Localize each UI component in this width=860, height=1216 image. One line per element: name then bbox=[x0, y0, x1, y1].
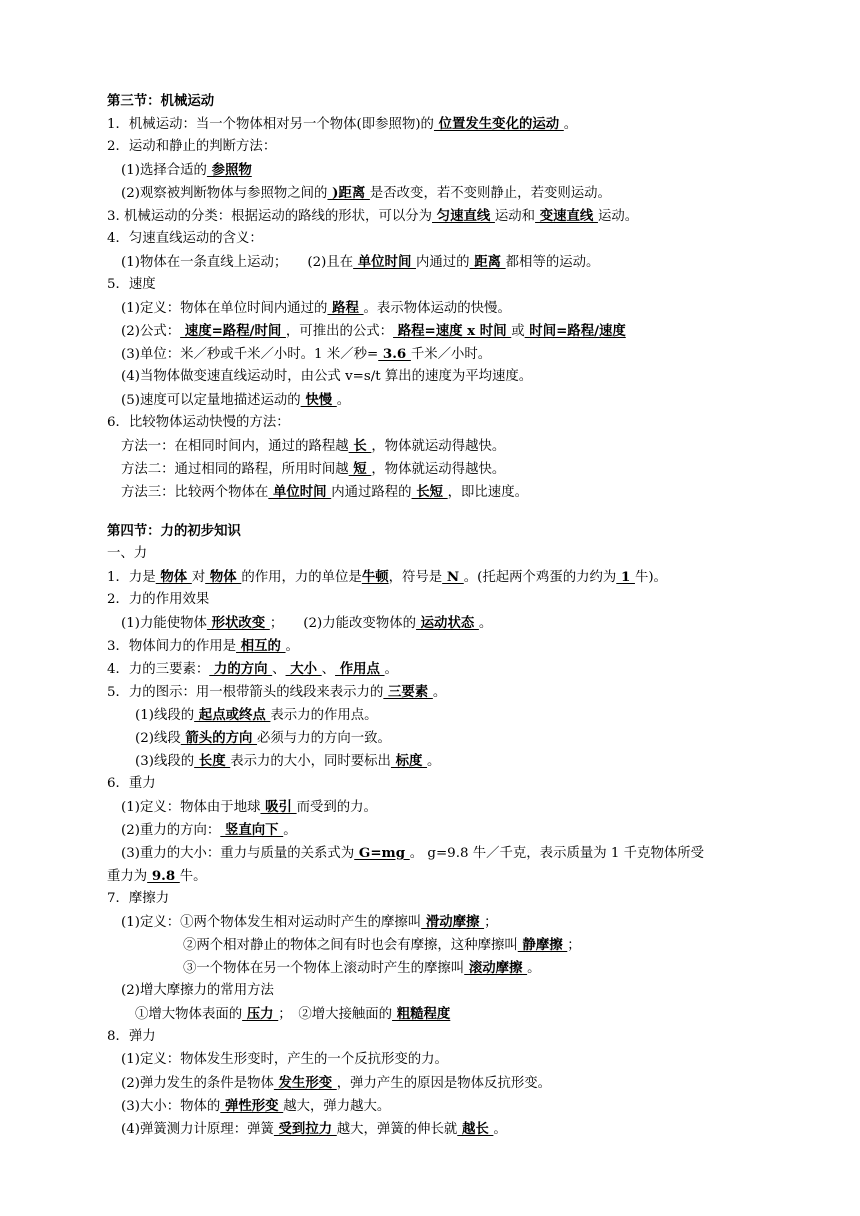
answer-blank: 9.8 bbox=[147, 868, 180, 884]
line-force-definition: 1．力是 物体 对 物体 的作用，力的单位是牛顿，符号是 N 。(托起两个鸡蛋的力约为 1 牛)。 bbox=[107, 569, 667, 585]
line-gravity: 6．重力 bbox=[107, 776, 156, 791]
line-force-diagram: 5．力的图示：用一根带箭头的线段来表示力的 三要素 。 bbox=[107, 684, 447, 700]
answer-blank: 路程=速度 x 时间 bbox=[393, 323, 512, 339]
answer-blank: 参照物 bbox=[206, 162, 252, 178]
line-speed: 5．速度 bbox=[107, 277, 156, 292]
line-force-effect-detail: (1)力能使物体 形状改变 ； (2)力能改变物体的 运动状态 。 bbox=[121, 615, 493, 631]
line-elastic-force: 8．弹力 bbox=[107, 1029, 156, 1044]
answer-blank: 力的方向 bbox=[209, 661, 273, 677]
line-diagram-arrow: (2)线段 箭头的方向 必须与力的方向一致。 bbox=[135, 730, 391, 746]
answer-blank: 三要素 bbox=[383, 684, 433, 700]
line-speed-formula: (2)公式： 速度=路程/时间 ，可推出的公式： 路程=速度 x 时间 或 时间=路程/速度 bbox=[121, 323, 626, 339]
line-rolling-friction: ③一个物体在另一个物体上滚动时产生的摩擦叫 滚动摩擦 。 bbox=[183, 960, 541, 976]
line-static-friction: ②两个相对静止的物体之间有时也会有摩擦，这种摩擦叫 静摩擦 ； bbox=[183, 937, 581, 953]
line-observe: (2)观察被判断物体与参照物之间的 )距离 是否改变，若不变则静止，若变则运动。 bbox=[121, 185, 611, 201]
answer-blank: N bbox=[442, 569, 464, 585]
line-increase-friction: (2)增大摩擦力的常用方法 bbox=[121, 983, 274, 998]
answer-blank: 长短 bbox=[411, 484, 448, 500]
line-gravity-direction: (2)重力的方向： 竖直向下 。 bbox=[121, 822, 297, 838]
line-spring-scale: (4)弹簧测力计原理：弹簧 受到拉力 越大，弹簧的伸长就 越长 。 bbox=[121, 1121, 507, 1137]
answer-blank: 位置发生变化的运动 bbox=[433, 116, 564, 132]
line-mutual-force: 3．物体间力的作用是 相互的 。 bbox=[107, 638, 299, 654]
answer-blank: 滚动摩擦 bbox=[464, 960, 528, 976]
line-diagram-length: (3)线段的 长度 表示力的大小，同时要标出 标度 。 bbox=[135, 753, 441, 769]
answer-blank: 运动状态 bbox=[416, 615, 479, 631]
line-speed-unit: (3)单位：米／秒或千米／小时。1 米／秒= 3.6 千米／小时。 bbox=[121, 346, 492, 362]
answer-blank: 物体 bbox=[155, 569, 192, 585]
answer-blank: 匀速直线 bbox=[432, 208, 495, 224]
answer-blank: 长度 bbox=[194, 753, 231, 769]
answer-blank: 吸引 bbox=[260, 799, 297, 815]
answer-blank: 物体 bbox=[205, 569, 242, 585]
line-judge-method: 2．运动和静止的判断方法： bbox=[107, 139, 277, 154]
answer-blank: 压力 bbox=[242, 1006, 279, 1022]
line-elastic-magnitude: (3)大小：物体的 弹性形变 越大，弹力越大。 bbox=[121, 1098, 391, 1114]
line-compare-methods: 6．比较物体运动快慢的方法： bbox=[107, 415, 290, 430]
line-elastic-definition: (1)定义：物体发生形变时，产生的一个反抗形变的力。 bbox=[121, 1052, 448, 1067]
line-sliding-friction: (1)定义：①两个物体发生相对运动时产生的摩擦叫 滑动摩擦 ； bbox=[121, 914, 498, 930]
answer-blank: 单位时间 bbox=[268, 484, 332, 500]
answer-blank: 相互的 bbox=[236, 638, 286, 654]
answer-blank: 3.6 bbox=[378, 346, 411, 362]
answer-blank: 速度=路程/时间 bbox=[180, 323, 286, 339]
answer-blank: 快慢 bbox=[300, 392, 337, 408]
answer-blank: )距离 bbox=[327, 185, 370, 201]
answer-blank: 发生形变 bbox=[273, 1075, 337, 1091]
line-uniform-detail: (1)物体在一条直线上运动； (2)且在 单位时间 内通过的 距离 都相等的运动。 bbox=[121, 254, 600, 270]
line-method-3: 方法三：比较两个物体在 单位时间 内通过路程的 长短 ，即比速度。 bbox=[121, 484, 528, 500]
line-method-1: 方法一：在相同时间内，通过的路程越 长 ，物体就运动得越快。 bbox=[121, 438, 506, 454]
line-force-effect: 2．力的作用效果 bbox=[107, 592, 210, 607]
line-speed-describe: (5)速度可以定量地描述运动的 快慢 。 bbox=[121, 392, 351, 408]
answer-blank: 路程 bbox=[327, 300, 364, 316]
line-classification: 3. 机械运动的分类：根据运动的路线的形状，可以分为 匀速直线 运动和 变速直线 运动。 bbox=[107, 208, 639, 224]
line-mechanical-motion: 1．机械运动：当一个物体相对另一个物体(即参照物)的 位置发生变化的运动 。 bbox=[107, 116, 578, 132]
line-speed-definition: (1)定义：物体在单位时间内通过的 路程 。表示物体运动的快慢。 bbox=[121, 300, 511, 316]
line-gravity-magnitude: (3)重力的大小：重力与质量的关系式为 G=mg 。 g=9.8 牛／千克，表示质量为 1 千克物体所受 bbox=[121, 845, 705, 861]
section-3-title: 第三节：机械运动 bbox=[107, 93, 215, 109]
answer-blank: 形状改变 bbox=[206, 615, 270, 631]
answer-blank: 长 bbox=[348, 438, 372, 454]
line-diagram-point: (1)线段的 起点或终点 表示力的作用点。 bbox=[135, 707, 378, 723]
answer-blank: 粗糙程度 bbox=[392, 1006, 451, 1022]
answer-blank: 竖直向下 bbox=[220, 822, 284, 838]
answer-blank: 短 bbox=[348, 461, 372, 477]
answer-blank: 越长 bbox=[457, 1121, 494, 1137]
line-force-heading: 一、力 bbox=[107, 546, 148, 561]
answer-blank: 静摩擦 bbox=[517, 937, 568, 953]
answer-blank: 起点或终点 bbox=[194, 707, 271, 723]
line-average-speed: (4)当物体做变速直线运动时，由公式 v=s/t 算出的速度为平均速度。 bbox=[121, 369, 533, 384]
answer-blank: 滑动摩擦 bbox=[421, 914, 485, 930]
line-friction: 7．摩擦力 bbox=[107, 891, 170, 906]
answer-blank: 标度 bbox=[390, 753, 428, 769]
answer-blank: 时间=路程/速度 bbox=[524, 323, 626, 339]
answer-blank: 变速直线 bbox=[535, 208, 598, 224]
answer-blank: G=mg bbox=[354, 845, 410, 861]
answer-blank: 大小 bbox=[285, 661, 322, 677]
answer-blank: 作用点 bbox=[335, 661, 385, 677]
answer-blank: 箭头的方向 bbox=[180, 730, 258, 746]
line-gravity-definition: (1)定义：物体由于地球 吸引 而受到的力。 bbox=[121, 799, 377, 815]
line-gravity-value: 重力为 9.8 牛。 bbox=[107, 868, 207, 884]
answer-blank: 牛顿 bbox=[361, 569, 389, 585]
answer-blank: 距离 bbox=[469, 254, 506, 270]
line-increase-methods: ①增大物体表面的 压力 ； ②增大接触面的 粗糙程度 bbox=[135, 1006, 451, 1022]
line-method-2: 方法二：通过相同的路程，所用时间越 短 ，物体就运动得越快。 bbox=[121, 461, 506, 477]
answer-blank: 单位时间 bbox=[353, 254, 416, 270]
line-uniform-meaning: 4．匀速直线运动的含义： bbox=[107, 231, 263, 246]
answer-blank: 1 bbox=[616, 569, 635, 585]
line-three-elements: 4．力的三要素： 力的方向 、 大小 、 作用点 。 bbox=[107, 661, 398, 677]
answer-blank: 受到拉力 bbox=[273, 1121, 337, 1137]
answer-blank: 弹性形变 bbox=[220, 1098, 284, 1114]
section-4-title: 第四节：力的初步知识 bbox=[107, 523, 241, 539]
line-elastic-condition: (2)弹力发生的条件是物体 发生形变 ，弹力产生的原因是物体反抗形变。 bbox=[121, 1075, 552, 1091]
line-reference: (1)选择合适的 参照物 bbox=[121, 162, 252, 178]
